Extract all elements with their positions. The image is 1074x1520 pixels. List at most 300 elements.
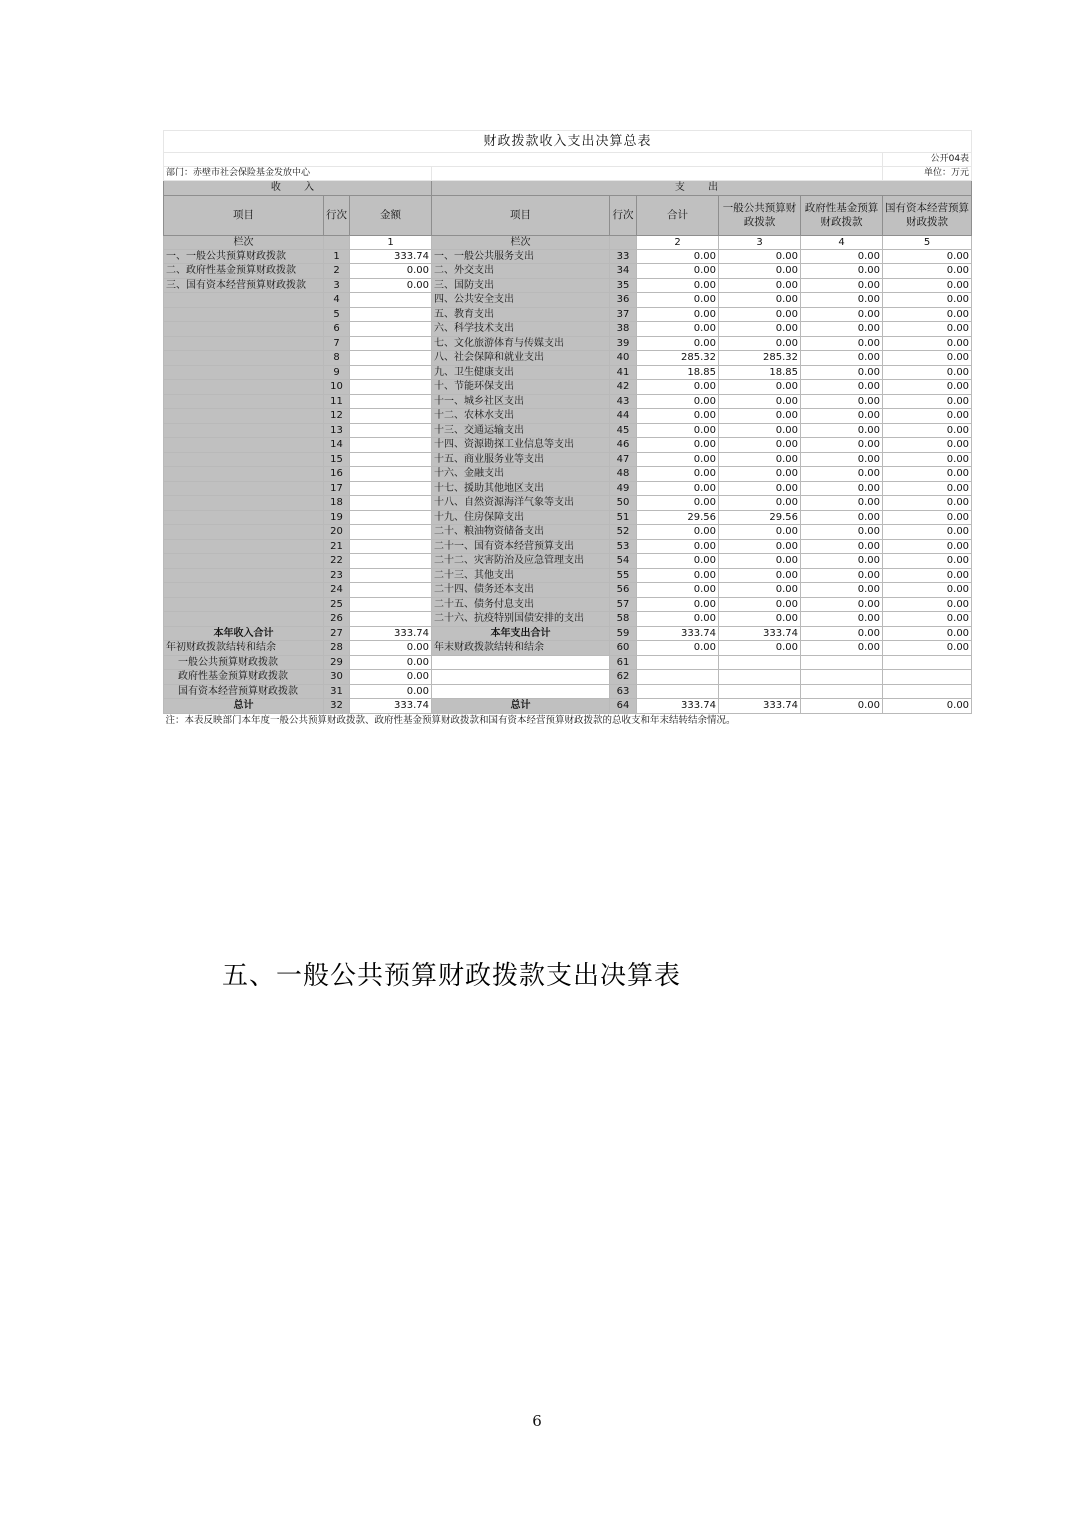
- expense-row-no-cell: 52: [610, 525, 637, 540]
- gov-fund-cell: 0.00: [801, 467, 883, 482]
- expense-item-cell: 五、教育支出: [432, 307, 610, 322]
- gov-fund-cell: [801, 670, 883, 685]
- state-capital-cell: 0.00: [883, 597, 972, 612]
- gov-fund-cell: 0.00: [801, 539, 883, 554]
- general-budget-cell: 0.00: [719, 249, 801, 264]
- state-capital-cell: 0.00: [883, 510, 972, 525]
- budget-summary-sheet: [163, 130, 971, 727]
- general-budget-cell: 0.00: [719, 264, 801, 279]
- income-item-cell: [164, 496, 324, 511]
- total-cell: 0.00: [637, 539, 719, 554]
- state-capital-cell: 0.00: [883, 467, 972, 482]
- expense-item-cell: 三、国防支出: [432, 278, 610, 293]
- expense-row-no-cell: 39: [610, 336, 637, 351]
- expense-item-cell: 总计: [432, 699, 610, 714]
- expense-item-cell: 九、卫生健康支出: [432, 365, 610, 380]
- table-row: [164, 583, 972, 598]
- expense-row-no-cell: 61: [610, 655, 637, 670]
- income-row-no-cell: 26: [324, 612, 350, 627]
- gov-fund-cell: 0.00: [801, 322, 883, 337]
- total-cell: 0.00: [637, 249, 719, 264]
- income-amount-cell: [350, 423, 432, 438]
- column-index-label-right: 栏次: [432, 235, 610, 249]
- income-item-cell: [164, 336, 324, 351]
- gov-fund-cell: 0.00: [801, 264, 883, 279]
- income-row-no-cell: 3: [324, 278, 350, 293]
- column-index-2: 2: [637, 235, 719, 249]
- income-item-cell: [164, 597, 324, 612]
- expense-item-cell: 二十、粮油物资储备支出: [432, 525, 610, 540]
- expense-item-cell: 十一、城乡社区支出: [432, 394, 610, 409]
- expense-row-no-cell: 63: [610, 684, 637, 699]
- income-amount-cell: [350, 394, 432, 409]
- income-row-no-cell: 31: [324, 684, 350, 699]
- general-budget-cell: 29.56: [719, 510, 801, 525]
- income-item-cell: 一、一般公共预算财政拨款: [164, 249, 324, 264]
- expense-item-header: 项目: [432, 195, 610, 235]
- income-item-cell: [164, 539, 324, 554]
- income-row-no-cell: 13: [324, 423, 350, 438]
- expense-item-cell: 四、公共安全支出: [432, 293, 610, 308]
- general-budget-cell: 285.32: [719, 351, 801, 366]
- general-budget-cell: [719, 684, 801, 699]
- column-index-1: 1: [350, 235, 432, 249]
- expense-row-no-cell: 40: [610, 351, 637, 366]
- income-item-cell: [164, 365, 324, 380]
- table-row: [164, 409, 972, 424]
- state-capital-cell: 0.00: [883, 452, 972, 467]
- general-budget-cell: [719, 670, 801, 685]
- income-item-cell: 总计: [164, 699, 324, 714]
- expense-item-cell: [432, 684, 610, 699]
- income-item-cell: [164, 423, 324, 438]
- income-amount-cell: [350, 452, 432, 467]
- income-amount-cell: [350, 351, 432, 366]
- general-budget-cell: 0.00: [719, 525, 801, 540]
- general-budget-cell: 0.00: [719, 597, 801, 612]
- expense-item-cell: 二十二、灾害防治及应急管理支出: [432, 554, 610, 569]
- general-budget-cell: 0.00: [719, 467, 801, 482]
- income-row-no-cell: 29: [324, 655, 350, 670]
- expense-row-no-cell: 33: [610, 249, 637, 264]
- expense-row-no-cell: 35: [610, 278, 637, 293]
- expense-row-no-cell: 49: [610, 481, 637, 496]
- general-budget-cell: 0.00: [719, 394, 801, 409]
- expense-item-cell: 二十四、债务还本支出: [432, 583, 610, 598]
- income-amount-cell: [350, 409, 432, 424]
- income-item-cell: [164, 554, 324, 569]
- expense-row-no-cell: 34: [610, 264, 637, 279]
- total-cell: 0.00: [637, 568, 719, 583]
- income-row-no-cell: 28: [324, 641, 350, 656]
- gov-fund-cell: 0.00: [801, 278, 883, 293]
- general-budget-cell: 333.74: [719, 699, 801, 714]
- state-capital-cell: 0.00: [883, 409, 972, 424]
- income-item-cell: [164, 568, 324, 583]
- state-capital-cell: 0.00: [883, 583, 972, 598]
- expense-item-cell: 二十五、债务付息支出: [432, 597, 610, 612]
- income-row-no-cell: 25: [324, 597, 350, 612]
- expense-row-no-cell: 36: [610, 293, 637, 308]
- table-row: [164, 307, 972, 322]
- income-row-no-cell: 17: [324, 481, 350, 496]
- state-capital-cell: 0.00: [883, 481, 972, 496]
- expense-row-no-cell: 51: [610, 510, 637, 525]
- summary-row: [164, 670, 972, 685]
- income-item-cell: [164, 452, 324, 467]
- expense-item-cell: 十四、资源勘探工业信息等支出: [432, 438, 610, 453]
- income-amount-cell: [350, 510, 432, 525]
- state-capital-cell: 0.00: [883, 539, 972, 554]
- column-index-label: 栏次: [164, 235, 324, 249]
- general-budget-cell: 333.74: [719, 626, 801, 641]
- income-amount-cell: [350, 539, 432, 554]
- table-title: 财政拨款收入支出决算总表: [164, 131, 972, 153]
- income-item-cell: 本年收入合计: [164, 626, 324, 641]
- income-row-no-cell: 30: [324, 670, 350, 685]
- total-header: 合计: [637, 195, 719, 235]
- income-item-cell: 政府性基金预算财政拨款: [164, 670, 324, 685]
- state-capital-cell: 0.00: [883, 568, 972, 583]
- income-amount-cell: [350, 380, 432, 395]
- expense-item-cell: 本年支出合计: [432, 626, 610, 641]
- expense-row-no-cell: 48: [610, 467, 637, 482]
- summary-row: [164, 699, 972, 714]
- income-amount-cell: 0.00: [350, 684, 432, 699]
- table-row: [164, 278, 972, 293]
- income-item-cell: [164, 438, 324, 453]
- income-item-cell: 二、政府性基金预算财政拨款: [164, 264, 324, 279]
- expense-item-cell: 二十三、其他支出: [432, 568, 610, 583]
- income-item-cell: [164, 307, 324, 322]
- income-amount-cell: 0.00: [350, 641, 432, 656]
- income-item-cell: [164, 481, 324, 496]
- state-capital-cell: 0.00: [883, 336, 972, 351]
- expense-item-cell: 二十一、国有资本经营预算支出: [432, 539, 610, 554]
- gov-fund-cell: 0.00: [801, 438, 883, 453]
- summary-row: [164, 626, 972, 641]
- total-cell: 0.00: [637, 612, 719, 627]
- table-row: [164, 510, 972, 525]
- expense-item-cell: 七、文化旅游体育与传媒支出: [432, 336, 610, 351]
- income-amount-cell: 333.74: [350, 699, 432, 714]
- expense-row-no-cell: 41: [610, 365, 637, 380]
- income-row-no-cell: 4: [324, 293, 350, 308]
- total-cell: 0.00: [637, 641, 719, 656]
- income-amount-cell: [350, 554, 432, 569]
- column-index-4: 4: [801, 235, 883, 249]
- income-item-cell: [164, 351, 324, 366]
- gov-fund-cell: 0.00: [801, 249, 883, 264]
- general-budget-cell: 0.00: [719, 583, 801, 598]
- state-capital-cell: 0.00: [883, 612, 972, 627]
- gov-fund-cell: 0.00: [801, 365, 883, 380]
- total-cell: [637, 670, 719, 685]
- gov-fund-cell: 0.00: [801, 568, 883, 583]
- income-row-no-cell: 32: [324, 699, 350, 714]
- total-cell: 0.00: [637, 380, 719, 395]
- table-row: [164, 394, 972, 409]
- expense-item-cell: 十三、交通运输支出: [432, 423, 610, 438]
- income-amount-cell: [350, 583, 432, 598]
- gov-fund-cell: [801, 655, 883, 670]
- income-row-no-cell: 8: [324, 351, 350, 366]
- total-cell: 0.00: [637, 264, 719, 279]
- total-cell: 333.74: [637, 699, 719, 714]
- gov-fund-cell: 0.00: [801, 699, 883, 714]
- total-cell: 0.00: [637, 554, 719, 569]
- income-amount-cell: [350, 568, 432, 583]
- expense-section-header: 支 出: [432, 181, 972, 196]
- department-label: 部门：赤壁市社会保险基金发放中心: [164, 167, 432, 181]
- general-budget-cell: 0.00: [719, 481, 801, 496]
- expense-item-cell: 十八、自然资源海洋气象等支出: [432, 496, 610, 511]
- income-amount-cell: [350, 496, 432, 511]
- income-amount-cell: [350, 293, 432, 308]
- gov-fund-cell: 0.00: [801, 409, 883, 424]
- state-capital-cell: 0.00: [883, 699, 972, 714]
- state-capital-cell: 0.00: [883, 307, 972, 322]
- income-row-no-cell: 7: [324, 336, 350, 351]
- expense-row-no-cell: 38: [610, 322, 637, 337]
- table-row: [164, 336, 972, 351]
- state-capital-cell: 0.00: [883, 264, 972, 279]
- gov-fund-cell: 0.00: [801, 380, 883, 395]
- table-row: [164, 554, 972, 569]
- income-row-no-cell: 14: [324, 438, 350, 453]
- general-budget-cell: 0.00: [719, 336, 801, 351]
- gov-fund-cell: 0.00: [801, 554, 883, 569]
- total-cell: 0.00: [637, 322, 719, 337]
- total-cell: 0.00: [637, 481, 719, 496]
- expense-row-no-cell: 55: [610, 568, 637, 583]
- expense-row-no-cell: 59: [610, 626, 637, 641]
- expense-item-cell: 二十六、抗疫特别国债安排的支出: [432, 612, 610, 627]
- income-row-no-cell: 9: [324, 365, 350, 380]
- gov-fund-cell: 0.00: [801, 394, 883, 409]
- expense-item-cell: 十、节能环保支出: [432, 380, 610, 395]
- income-item-cell: 年初财政拨款结转和结余: [164, 641, 324, 656]
- total-cell: 0.00: [637, 307, 719, 322]
- summary-row: [164, 641, 972, 656]
- gov-fund-cell: 0.00: [801, 481, 883, 496]
- gov-fund-cell: 0.00: [801, 612, 883, 627]
- table-row: [164, 249, 972, 264]
- table-row: [164, 380, 972, 395]
- expense-row-no-cell: 60: [610, 641, 637, 656]
- general-budget-cell: 0.00: [719, 452, 801, 467]
- expense-row-no-cell: 53: [610, 539, 637, 554]
- income-amount-cell: [350, 438, 432, 453]
- table-row: [164, 438, 972, 453]
- income-item-cell: 国有资本经营预算财政拨款: [164, 684, 324, 699]
- table-row: [164, 322, 972, 337]
- gov-fund-cell: 0.00: [801, 583, 883, 598]
- form-number: 公开04表: [883, 153, 972, 167]
- income-row-no-cell: 2: [324, 264, 350, 279]
- state-capital-cell: 0.00: [883, 626, 972, 641]
- state-capital-cell: 0.00: [883, 293, 972, 308]
- state-capital-cell: 0.00: [883, 496, 972, 511]
- income-amount-cell: [350, 322, 432, 337]
- income-row-no-cell: 27: [324, 626, 350, 641]
- table-row: [164, 612, 972, 627]
- expense-item-cell: 十五、商业服务业等支出: [432, 452, 610, 467]
- general-budget-cell: 0.00: [719, 641, 801, 656]
- table-row: [164, 365, 972, 380]
- table-row: [164, 452, 972, 467]
- state-capital-cell: 0.00: [883, 394, 972, 409]
- gov-fund-cell: 0.00: [801, 351, 883, 366]
- expense-item-cell: 六、科学技术支出: [432, 322, 610, 337]
- income-row-no-cell: 12: [324, 409, 350, 424]
- general-budget-header: 一般公共预算财政拨款: [719, 195, 801, 235]
- table-row: [164, 481, 972, 496]
- expense-item-cell: [432, 670, 610, 685]
- income-amount-cell: 0.00: [350, 670, 432, 685]
- income-amount-cell: 0.00: [350, 278, 432, 293]
- income-amount-cell: [350, 525, 432, 540]
- gov-fund-cell: 0.00: [801, 496, 883, 511]
- expense-row-no-cell: 42: [610, 380, 637, 395]
- income-row-no-cell: 19: [324, 510, 350, 525]
- gov-fund-cell: 0.00: [801, 626, 883, 641]
- total-cell: 0.00: [637, 394, 719, 409]
- income-item-cell: 三、国有资本经营预算财政拨款: [164, 278, 324, 293]
- income-amount-cell: [350, 612, 432, 627]
- state-capital-cell: 0.00: [883, 554, 972, 569]
- section-heading: 五、一般公共预算财政拨款支出决算表: [222, 961, 682, 991]
- state-capital-cell: [883, 655, 972, 670]
- expense-item-cell: 一、一般公共服务支出: [432, 249, 610, 264]
- gov-fund-cell: 0.00: [801, 597, 883, 612]
- state-capital-cell: 0.00: [883, 351, 972, 366]
- income-row-header: 行次: [324, 195, 350, 235]
- income-item-cell: [164, 612, 324, 627]
- table-row: [164, 264, 972, 279]
- state-capital-cell: 0.00: [883, 423, 972, 438]
- total-cell: 0.00: [637, 467, 719, 482]
- expense-item-cell: 十二、农林水支出: [432, 409, 610, 424]
- total-cell: [637, 684, 719, 699]
- total-cell: 0.00: [637, 452, 719, 467]
- budget-summary-table: [163, 130, 972, 727]
- table-row: [164, 539, 972, 554]
- unit-label: 单位：万元: [883, 167, 972, 181]
- gov-fund-cell: 0.00: [801, 423, 883, 438]
- income-item-cell: [164, 380, 324, 395]
- total-cell: 0.00: [637, 293, 719, 308]
- total-cell: 0.00: [637, 496, 719, 511]
- income-item-cell: [164, 525, 324, 540]
- total-cell: 0.00: [637, 336, 719, 351]
- income-row-no-cell: 11: [324, 394, 350, 409]
- general-budget-cell: 0.00: [719, 539, 801, 554]
- income-row-no-cell: 20: [324, 525, 350, 540]
- expense-row-no-cell: 54: [610, 554, 637, 569]
- income-row-no-cell: 16: [324, 467, 350, 482]
- income-row-no-cell: 10: [324, 380, 350, 395]
- income-amount-cell: [350, 597, 432, 612]
- total-cell: 29.56: [637, 510, 719, 525]
- total-cell: 0.00: [637, 438, 719, 453]
- general-budget-cell: 0.00: [719, 380, 801, 395]
- expense-row-no-cell: 43: [610, 394, 637, 409]
- income-row-no-cell: 23: [324, 568, 350, 583]
- table-row: [164, 525, 972, 540]
- income-amount-header: 金额: [350, 195, 432, 235]
- total-cell: 0.00: [637, 423, 719, 438]
- general-budget-cell: 0.00: [719, 423, 801, 438]
- expense-row-header: 行次: [610, 195, 637, 235]
- income-item-header: 项目: [164, 195, 324, 235]
- total-cell: [637, 655, 719, 670]
- table-row: [164, 351, 972, 366]
- general-budget-cell: 0.00: [719, 554, 801, 569]
- table-row: [164, 423, 972, 438]
- gov-fund-cell: 0.00: [801, 293, 883, 308]
- income-amount-cell: [350, 481, 432, 496]
- gov-fund-cell: 0.00: [801, 525, 883, 540]
- expense-item-cell: 十七、援助其他地区支出: [432, 481, 610, 496]
- general-budget-cell: 18.85: [719, 365, 801, 380]
- income-amount-cell: [350, 307, 432, 322]
- table-row: [164, 293, 972, 308]
- income-item-cell: [164, 322, 324, 337]
- expense-row-no-cell: 37: [610, 307, 637, 322]
- income-amount-cell: [350, 467, 432, 482]
- total-cell: 333.74: [637, 626, 719, 641]
- income-section-header: 收 入: [164, 181, 432, 196]
- income-row-no-cell: 1: [324, 249, 350, 264]
- gov-fund-cell: 0.00: [801, 336, 883, 351]
- state-capital-header: 国有资本经营预算财政拨款: [883, 195, 972, 235]
- expense-row-no-cell: 57: [610, 597, 637, 612]
- state-capital-cell: 0.00: [883, 525, 972, 540]
- column-index-5: 5: [883, 235, 972, 249]
- gov-fund-cell: [801, 684, 883, 699]
- total-cell: 18.85: [637, 365, 719, 380]
- expense-row-no-cell: 58: [610, 612, 637, 627]
- expense-item-cell: 十九、住房保障支出: [432, 510, 610, 525]
- expense-row-no-cell: 45: [610, 423, 637, 438]
- income-amount-cell: 333.74: [350, 249, 432, 264]
- table-row: [164, 597, 972, 612]
- expense-row-no-cell: 47: [610, 452, 637, 467]
- state-capital-cell: 0.00: [883, 641, 972, 656]
- income-row-no-cell: 22: [324, 554, 350, 569]
- expense-row-no-cell: 62: [610, 670, 637, 685]
- income-row-no-cell: 15: [324, 452, 350, 467]
- general-budget-cell: 0.00: [719, 278, 801, 293]
- state-capital-cell: [883, 670, 972, 685]
- state-capital-cell: 0.00: [883, 380, 972, 395]
- summary-row: [164, 655, 972, 670]
- general-budget-cell: 0.00: [719, 568, 801, 583]
- income-row-no-cell: 24: [324, 583, 350, 598]
- state-capital-cell: [883, 684, 972, 699]
- expense-row-no-cell: 46: [610, 438, 637, 453]
- state-capital-cell: 0.00: [883, 438, 972, 453]
- expense-row-no-cell: 50: [610, 496, 637, 511]
- table-row: [164, 496, 972, 511]
- income-item-cell: [164, 409, 324, 424]
- total-cell: 285.32: [637, 351, 719, 366]
- general-budget-cell: 0.00: [719, 496, 801, 511]
- state-capital-cell: 0.00: [883, 322, 972, 337]
- state-capital-cell: 0.00: [883, 249, 972, 264]
- income-item-cell: [164, 293, 324, 308]
